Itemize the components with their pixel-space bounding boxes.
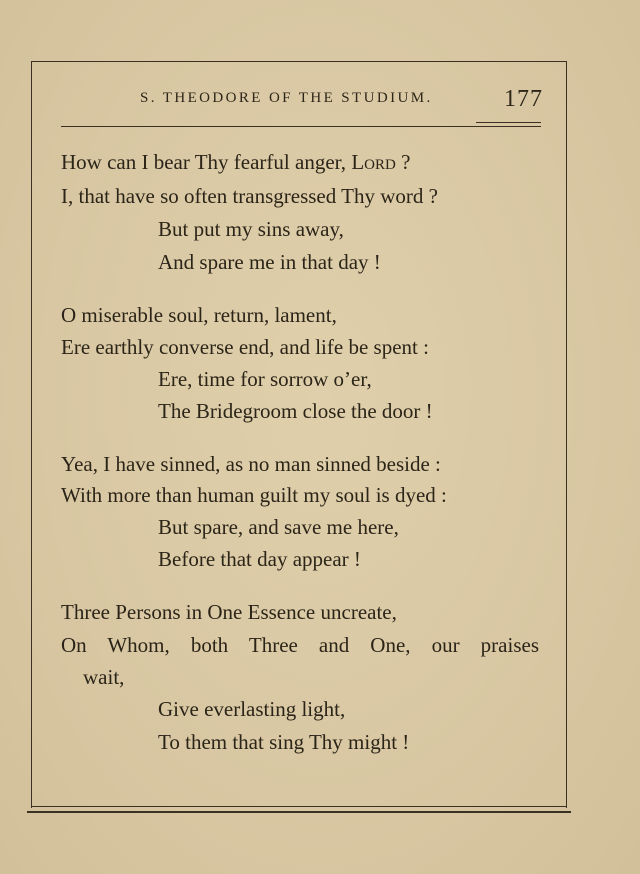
- poem-line-indented: Ere, time for sorrow o’er,: [158, 367, 372, 391]
- header-rule: [61, 126, 541, 127]
- poem-line: Yea, I have sinned, as no man sinned beside :: [61, 452, 441, 476]
- small-caps-word: Lord: [351, 150, 396, 174]
- poem-line: With more than human guilt my soul is dyed :: [61, 483, 447, 507]
- poem-line: Ere earthly converse end, and life be spent :: [61, 335, 429, 359]
- frame-bottom-rule: [31, 806, 567, 807]
- poem-line-indented: But put my sins away,: [158, 217, 344, 241]
- frame-left-rule: [31, 62, 32, 808]
- running-title: S. THEODORE OF THE STUDIUM.: [140, 90, 433, 106]
- poem-line: O miserable soul, return, lament,: [61, 303, 337, 327]
- page-number: 177: [504, 86, 543, 112]
- poem-line: Three Persons in One Essence uncreate,: [61, 600, 397, 624]
- poem-line-indented: And spare me in that day !: [158, 250, 381, 274]
- frame-right-rule: [566, 62, 567, 808]
- poem-line: I, that have so often transgressed Thy word ?: [61, 184, 438, 208]
- poem-line-indented: Before that day appear !: [158, 547, 361, 571]
- poem-line-indented: But spare, and save me here,: [158, 515, 399, 539]
- poem-line-indented: The Bridegroom close the door !: [158, 399, 433, 423]
- frame-top-rule: [31, 61, 567, 62]
- poem-line: How can I bear Thy fearful anger, Lord ?: [61, 150, 411, 174]
- header-rule-accent: [476, 122, 541, 123]
- poem-line-continuation: wait,: [83, 665, 125, 689]
- poem-line-indented: Give everlasting light,: [158, 697, 346, 721]
- frame-bottom-double-rule: [27, 811, 571, 813]
- poem-line: On Whom, both Three and One, our praises: [61, 633, 539, 657]
- poem-line-indented: To them that sing Thy might !: [158, 730, 410, 754]
